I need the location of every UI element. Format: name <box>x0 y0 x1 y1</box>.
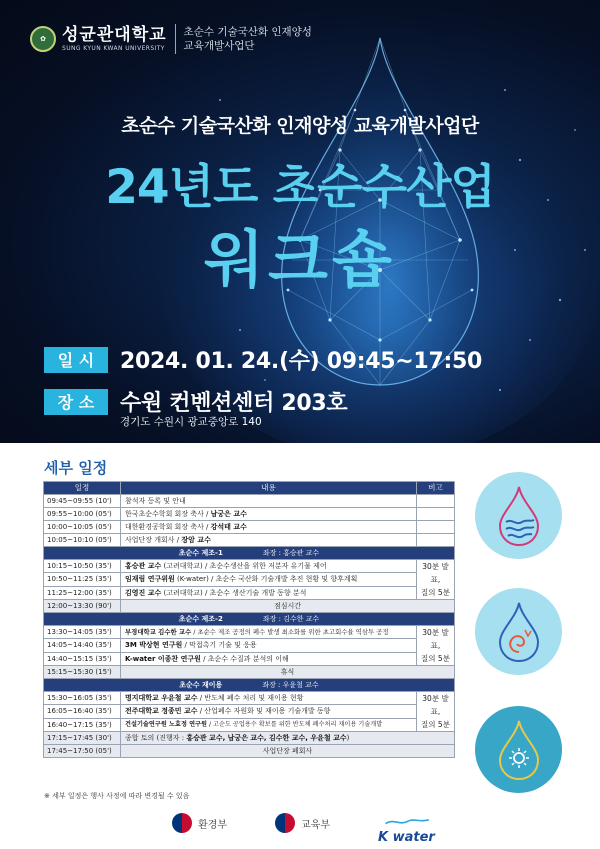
table-row <box>44 745 455 758</box>
date-row <box>44 344 482 375</box>
table-row <box>44 666 455 679</box>
table-row <box>44 586 455 599</box>
table-row <box>44 534 455 547</box>
header-note: 비고 <box>417 482 455 495</box>
row-content: 휴식 <box>121 666 455 679</box>
content-text: ) <box>346 734 350 742</box>
speaker-name: 강석태 교수 <box>210 523 247 531</box>
row-content <box>121 534 417 547</box>
table-row <box>44 600 455 613</box>
row-content <box>121 692 417 705</box>
event-title-line2: 워크숍 <box>204 223 396 296</box>
header-time: 일정 <box>44 482 121 495</box>
content-text: (K-water) / 초순수 국산화 기술개발 추진 현황 및 향후계획 <box>174 575 358 584</box>
speaker-name: K-water 이종찬 연구원 <box>125 654 201 663</box>
row-content: 참석자 등록 및 안내 <box>121 495 417 508</box>
row-time: 17:15~17:45 (30') <box>44 732 121 745</box>
logo-divider <box>175 24 176 54</box>
drop-wave-icon <box>475 472 562 559</box>
session-chair: 좌장 : 김수한 교수 <box>262 615 320 623</box>
table-row <box>44 692 455 705</box>
note-text: 질의 5분 <box>421 654 450 663</box>
speaker-name: 건설기술연구원 노효정 연구원 <box>125 720 208 728</box>
table-row <box>44 626 455 639</box>
speaker-name: 남궁은 교수 <box>210 510 247 518</box>
project-name-line1: 초순수 기술국산화 인재양성 <box>183 26 312 38</box>
row-time: 16:40~17:15 (35') <box>44 718 121 731</box>
row-content <box>121 508 417 521</box>
content-text: 종합 토의 (진행자 : <box>125 734 187 742</box>
table-row <box>44 652 455 665</box>
row-time: 10:15~10:50 (35') <box>44 560 121 573</box>
taegeuk-emblem-icon <box>275 813 295 833</box>
row-note <box>417 534 455 547</box>
drop-sun-icon <box>475 706 562 793</box>
row-time: 14:40~15:15 (35') <box>44 652 121 665</box>
content-text: (고려대학교) / 초순수생산을 위한 저분자 유기물 제어 <box>161 562 327 571</box>
row-time: 10:05~10:10 (05') <box>44 534 121 547</box>
speaker-name: 장암 교수 <box>181 536 211 544</box>
event-organizer: 초순수 기술국산화 인재양성 교육개발사업단 <box>121 115 479 137</box>
row-content <box>121 652 417 665</box>
date-label: 일 시 <box>44 347 108 373</box>
content-text: / 막접촉기 기술 및 응용 <box>182 641 257 650</box>
content-text: / 산업폐수 자원화 및 재이용 기술개발 동향 <box>197 707 331 716</box>
session-header <box>44 613 455 626</box>
speaker-name: 명지대학교 우윤철 교수 <box>125 694 198 703</box>
row-content <box>121 573 417 586</box>
table-row <box>44 573 455 586</box>
note-text: 30분 발표, <box>422 562 449 584</box>
place-row <box>44 386 347 417</box>
note-text: 30분 발표, <box>422 628 449 650</box>
table-row <box>44 495 455 508</box>
row-content <box>121 560 417 573</box>
row-time: 10:50~11:25 (35') <box>44 573 121 586</box>
place-value: 수원 컨벤션센터 203호 <box>120 391 348 416</box>
session-title: 초순수 제조-2 <box>178 615 223 623</box>
content-text: / 초순수 제조 공정의 폐수 발생 최소화를 위한 초고회수율 역삼투 공정 <box>191 628 389 637</box>
speaker-name: 임재림 연구위원 <box>125 575 175 584</box>
university-name-en: SUNG KYUN KWAN UNIVERSITY <box>62 44 165 52</box>
row-note <box>417 692 455 732</box>
table-row <box>44 508 455 521</box>
row-time: 15:15~15:30 (15') <box>44 666 121 679</box>
row-time: 17:45~17:50 (05') <box>44 745 121 758</box>
sponsor-label: 교육부 <box>301 819 330 831</box>
row-content <box>121 718 417 731</box>
speaker-name: 홍승관 교수, 남궁은 교수, 김수한 교수, 우윤철 교수 <box>186 734 347 742</box>
row-time: 13:30~14:05 (35') <box>44 626 121 639</box>
session-header <box>44 679 455 692</box>
speaker-name: 김영진 교수 <box>125 588 162 597</box>
content-text: 사업단장 개회사 / <box>125 536 182 544</box>
kwater-wave-icon <box>378 818 438 826</box>
university-logo <box>30 24 312 54</box>
session-cell <box>44 613 455 626</box>
row-time: 09:55~10:00 (05') <box>44 508 121 521</box>
row-content <box>121 521 417 534</box>
content-text: 대한환경공학회 회장 축사 / <box>125 523 211 531</box>
session-header <box>44 547 455 560</box>
row-time: 12:00~13:30 (90') <box>44 600 121 613</box>
row-note <box>417 521 455 534</box>
row-content <box>121 639 417 652</box>
sponsor-ministry-education <box>275 813 330 833</box>
table-row <box>44 705 455 718</box>
session-title: 초순수 재이용 <box>179 681 223 689</box>
schedule-title: 세부 일정 <box>44 459 108 477</box>
row-note <box>417 508 455 521</box>
table-row <box>44 732 455 745</box>
speaker-name: 홍승관 교수 <box>125 562 162 571</box>
speaker-name: 3M 박상현 연구원 <box>125 641 183 650</box>
row-time: 11:25~12:00 (35') <box>44 586 121 599</box>
project-name-line2: 교육개발사업단 <box>183 40 255 52</box>
speaker-name: 부경대학교 김수한 교수 <box>125 628 192 637</box>
sponsor-ministry-environment <box>172 813 227 833</box>
table-row <box>44 639 455 652</box>
sponsor-label: 환경부 <box>198 819 227 831</box>
row-time: 14:05~14:40 (35') <box>44 639 121 652</box>
session-chair: 좌장 : 우윤철 교수 <box>262 681 319 689</box>
content-text: / 반도체 폐수 처리 및 재이용 현황 <box>197 694 304 703</box>
session-title: 초순수 제조-1 <box>178 549 223 557</box>
table-row <box>44 560 455 573</box>
university-emblem-icon: ✿ <box>30 26 56 52</box>
event-title-line1: 24년도 초순수산업 <box>105 160 495 215</box>
table-row <box>44 718 455 731</box>
content-text: (고려대학교) / 초순수 생산기술 개발 동향 분석 <box>161 588 307 597</box>
row-time: 16:05~16:40 (35') <box>44 705 121 718</box>
row-note <box>417 626 455 666</box>
note-text: 30분 발표, <box>422 694 449 716</box>
header-content: 내용 <box>121 482 417 495</box>
row-content: 사업단장 폐회사 <box>121 745 455 758</box>
row-time: 15:30~16:05 (35') <box>44 692 121 705</box>
row-time: 10:00~10:05 (05') <box>44 521 121 534</box>
row-note <box>417 495 455 508</box>
session-cell <box>44 679 455 692</box>
session-cell <box>44 547 455 560</box>
row-content <box>121 626 417 639</box>
footnote: ※ 세부 일정은 행사 사정에 따라 변경될 수 있음 <box>44 792 190 800</box>
row-note <box>417 560 455 600</box>
row-content <box>121 705 417 718</box>
address: 경기도 수원시 광교중앙로 140 <box>120 416 262 428</box>
table-header <box>44 482 455 495</box>
sponsor-kwater <box>378 811 438 845</box>
schedule-table <box>43 481 455 758</box>
row-content: 점심시간 <box>121 600 455 613</box>
note-text: 질의 5분 <box>421 720 450 729</box>
content-text: / 고순도 공업용수 확보를 위한 반도체 폐수처리 재이용 기술개발 <box>207 720 383 728</box>
kwater-logo-text: K water <box>378 830 435 845</box>
table-row <box>44 521 455 534</box>
row-content <box>121 732 455 745</box>
row-time: 09:45~09:55 (10') <box>44 495 121 508</box>
row-content <box>121 586 417 599</box>
place-label: 장 소 <box>44 389 108 415</box>
university-name: 성균관대학교 <box>62 24 167 45</box>
drop-spiral-icon <box>475 588 562 675</box>
content-text: / 초순수 수질과 분석의 이해 <box>200 654 289 663</box>
note-text: 질의 5분 <box>421 588 450 597</box>
taegeuk-emblem-icon <box>172 813 192 833</box>
content-text: 한국초순수학회 회장 축사 / <box>125 510 211 518</box>
session-chair: 좌장 : 홍승관 교수 <box>262 549 320 557</box>
speaker-name: 전주대학교 정종민 교수 <box>125 707 198 716</box>
date-value: 2024. 01. 24.(수) 09:45~17:50 <box>120 349 482 374</box>
